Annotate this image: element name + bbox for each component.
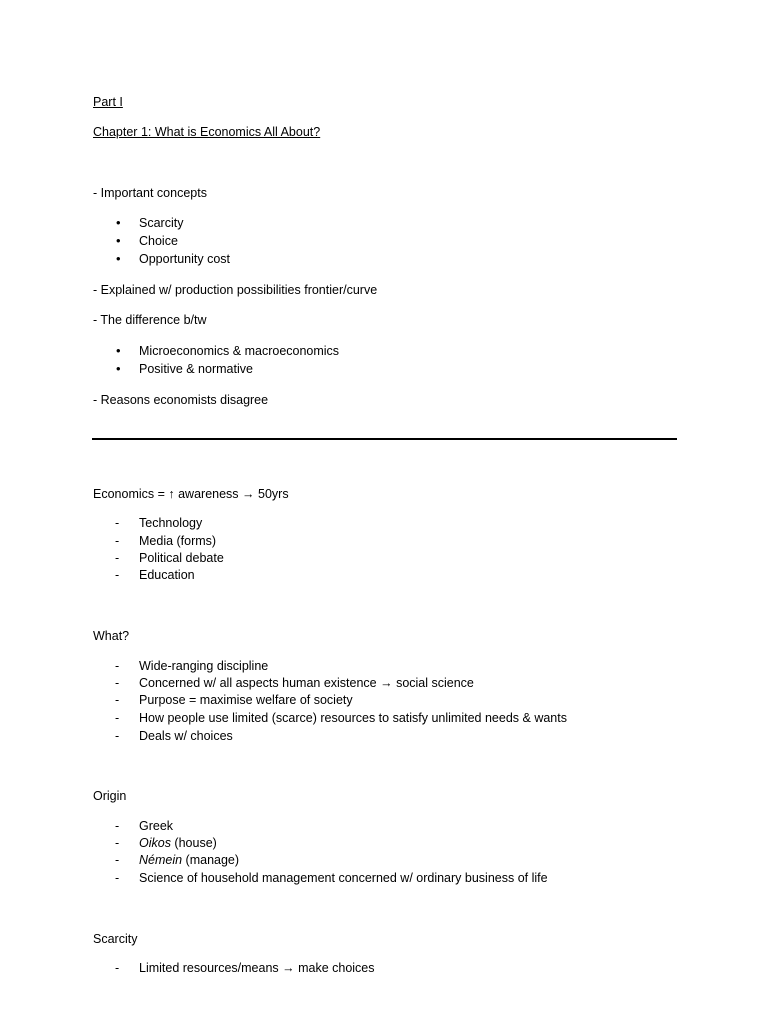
list-item-text: Greek: [139, 819, 174, 833]
greek-term: Oikos: [139, 836, 171, 850]
what-heading: What?: [93, 629, 130, 643]
bullet-marker: •: [116, 361, 121, 376]
reasons-line: - Reasons economists disagree: [93, 393, 269, 407]
list-item-text: Positive & normative: [139, 362, 253, 376]
dash-marker: -: [115, 568, 120, 582]
origin-heading: Origin: [93, 789, 127, 803]
list-item-text: Opportunity cost: [139, 252, 231, 266]
dash-marker: -: [115, 853, 120, 867]
list-item-text: Deals w/ choices: [139, 729, 233, 743]
scarcity-heading: Scarcity: [93, 932, 138, 946]
list-item-text: How people use limited (scarce) resources to satisfy unlimited needs & wants: [139, 711, 567, 725]
dash-marker: -: [115, 729, 120, 743]
dash-marker: -: [115, 676, 120, 690]
bullet-marker: •: [116, 251, 121, 266]
term-meaning: (manage): [182, 853, 240, 867]
list-item-text: Purpose = maximise welfare of society: [139, 693, 353, 707]
greek-term: Némein: [139, 853, 183, 867]
list-item-text: Wide-ranging discipline: [139, 659, 269, 673]
part-title: Part I: [93, 95, 123, 109]
list-item-text: Limited resources/means → make choices: [139, 961, 375, 975]
bullet-marker: •: [116, 215, 121, 230]
list-item-text: Political debate: [139, 551, 224, 565]
explained-line: - Explained w/ production possibilities frontier/curve: [93, 283, 378, 297]
dash-marker: -: [115, 836, 120, 850]
bullet-marker: •: [116, 233, 121, 248]
chapter-title: Chapter 1: What is Economics All About?: [93, 125, 321, 139]
dash-marker: -: [115, 819, 120, 833]
list-item-text: [139, 835, 217, 851]
economics-heading: Economics = ↑ awareness → 50yrs: [93, 487, 289, 501]
list-item-text: Concerned w/ all aspects human existence → social science: [139, 676, 474, 690]
dash-marker: -: [115, 659, 120, 673]
list-item-text: Media (forms): [139, 534, 217, 548]
list-item-text: Microeconomics & macroeconomics: [139, 344, 340, 358]
list-item-text: Choice: [139, 234, 178, 248]
list-item-text: Technology: [139, 516, 203, 530]
list-item-text: Education: [139, 568, 195, 582]
dash-marker: -: [115, 871, 120, 885]
list-item-text: Scarcity: [139, 216, 184, 230]
dash-marker: -: [115, 516, 120, 530]
dash-marker: -: [115, 711, 120, 725]
list-item-text: [139, 852, 239, 868]
dash-marker: -: [115, 551, 120, 565]
difference-line: - The difference b/tw: [93, 313, 207, 327]
term-meaning: (house): [170, 836, 217, 850]
important-concepts-label: - Important concepts: [93, 186, 207, 200]
dash-marker: -: [115, 534, 120, 548]
dash-marker: -: [115, 693, 120, 707]
dash-marker: -: [115, 961, 120, 975]
list-item-text: Science of household management concerned w/ ordinary business of life: [139, 871, 548, 885]
bullet-marker: •: [116, 343, 121, 358]
section-divider: [92, 438, 677, 440]
